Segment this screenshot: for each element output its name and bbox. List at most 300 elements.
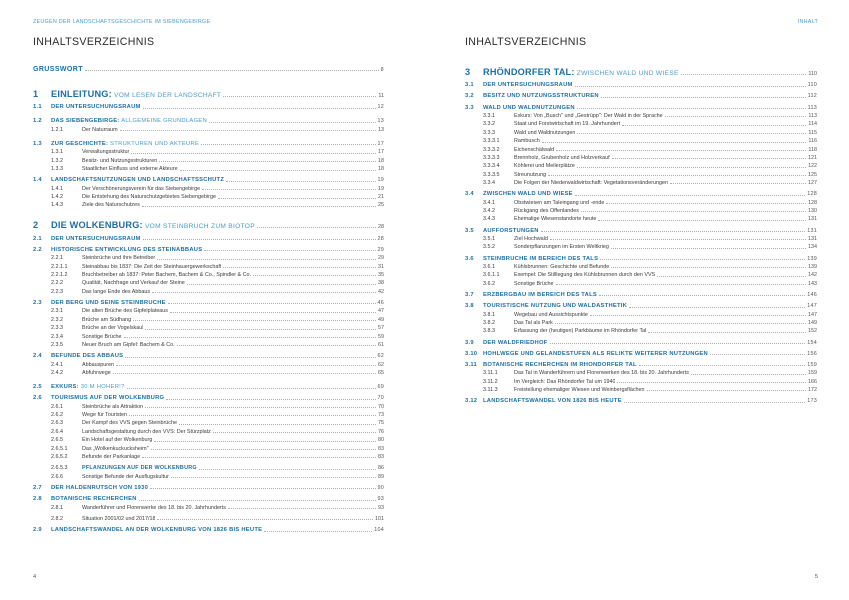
toc-entry-section[interactable] xyxy=(465,393,817,404)
toc-entry-title-main: Ziel Hochwald xyxy=(514,236,548,243)
toc-entry-page: 130 xyxy=(808,208,817,215)
toc-entry-title xyxy=(82,194,216,200)
toc-entry-subsection[interactable] xyxy=(33,331,384,339)
toc-entry-title xyxy=(82,370,111,376)
toc-entry-title-main: AUFFORSTUNGEN xyxy=(483,227,539,234)
toc-entry-title-main: Ehemalige Wiesenstandorte heute xyxy=(514,216,597,223)
toc-entry-title xyxy=(82,454,140,460)
dot-leader xyxy=(209,122,375,123)
toc-entry-title xyxy=(82,505,226,511)
toc-entry-page: 147 xyxy=(807,303,817,310)
toc-entry-subsection[interactable] xyxy=(465,326,817,334)
toc-entry-number: 3.4.2 xyxy=(483,208,495,215)
toc-entry-title-main: Wanderführer und Florenwerke des 18. bis 20. Jahrhunderts xyxy=(82,504,226,511)
dot-leader xyxy=(218,198,376,199)
toc-entry-title-main: Die Entstehung des Naturschutzgebietes Siebengebirge xyxy=(82,194,216,201)
toc-entry-section[interactable] xyxy=(465,99,817,110)
toc-entry-title xyxy=(51,89,221,99)
toc-entry-section[interactable] xyxy=(33,522,384,533)
toc-entry-title xyxy=(82,404,143,410)
toc-entry-subsection[interactable] xyxy=(33,164,384,172)
dot-leader xyxy=(180,170,376,171)
toc-entry-page: 93 xyxy=(378,504,384,511)
toc-entry-page: 93 xyxy=(377,496,384,503)
toc-entry-section[interactable] xyxy=(33,480,384,491)
toc-entry-section[interactable] xyxy=(33,113,384,124)
toc-entry-page: 13 xyxy=(378,126,384,133)
toc-entry-page: 73 xyxy=(378,412,384,419)
dot-leader xyxy=(157,519,373,520)
toc-entry-subsection[interactable] xyxy=(33,502,384,510)
dot-leader xyxy=(154,441,376,442)
toc-entry-title xyxy=(483,340,548,346)
toc-entry-number: 2.3.5 xyxy=(51,341,63,348)
toc-entry-number: 3.8.1 xyxy=(483,311,495,318)
toc-entry-number: 2.8.2 xyxy=(51,515,63,522)
toc-entry-title-main: GRUSSWORT xyxy=(33,66,83,73)
toc-entry-subsection[interactable] xyxy=(465,111,817,119)
toc-entry-title xyxy=(82,149,129,155)
toc-entry-page: 18 xyxy=(378,157,384,164)
toc-entry-title-main: Das „Wolkenkuckucksheim" xyxy=(82,445,149,452)
toc-entry-number: 3.3.3.4 xyxy=(483,163,500,170)
toc-entry-subsection[interactable] xyxy=(33,253,384,261)
toc-entry-page: 42 xyxy=(378,288,384,295)
toc-entry-title-main: RHÖNDORFER TAL: xyxy=(483,67,575,77)
toc-entry-title xyxy=(82,474,169,480)
toc-entry-number: 1 xyxy=(33,89,39,99)
toc-entry-title xyxy=(514,244,609,250)
toc-entry-section[interactable] xyxy=(465,346,817,357)
toc-entry-title-main: Rambusch xyxy=(514,138,540,145)
toc-entry-number: 3.9 xyxy=(465,339,474,346)
toc-entry-title-main: Exempel: Die Stilllegung des Kühlsbrunnen durch den VVS xyxy=(514,272,656,279)
toc-entry-title xyxy=(82,158,157,164)
toc-entry-section[interactable] xyxy=(465,334,817,345)
running-header-section: INHALT xyxy=(797,19,818,25)
toc-entry-section[interactable] xyxy=(33,348,384,359)
toc-entry-title-main: Staatlicher Einfluss und externe Akteure xyxy=(82,166,178,173)
toc-entry-title xyxy=(483,303,627,309)
toc-entry-number: 2.6 xyxy=(33,395,42,402)
toc-entry-subsection[interactable] xyxy=(33,286,384,294)
toc-entry-title xyxy=(483,292,597,298)
toc-entry-number: 3.11.3 xyxy=(483,387,498,394)
toc-entry-title xyxy=(82,446,149,452)
toc-entry-page: 89 xyxy=(378,473,384,480)
dot-leader xyxy=(85,70,379,71)
toc-entry-subsection[interactable] xyxy=(465,136,817,144)
dot-leader xyxy=(548,175,806,176)
toc-entry-title xyxy=(514,180,668,186)
toc-entry-page: 166 xyxy=(808,378,817,385)
toc-entry-number: 2.5 xyxy=(33,384,42,391)
toc-entry-title xyxy=(82,166,178,172)
toc-entry-number: 3.3.3.3 xyxy=(483,154,500,161)
toc-entry-number: 2.8 xyxy=(33,496,42,503)
dot-leader xyxy=(151,449,376,450)
toc-entry-page: 115 xyxy=(808,129,817,136)
dot-leader xyxy=(152,292,376,293)
toc-entry-subsection[interactable] xyxy=(33,410,384,418)
toc-entry-subsection[interactable] xyxy=(465,206,817,214)
toc-entry-page: 86 xyxy=(378,465,384,472)
toc-entry-subsection[interactable] xyxy=(465,169,817,177)
toc-entry-page: 159 xyxy=(807,361,817,368)
dot-leader xyxy=(556,284,806,285)
dot-leader xyxy=(142,457,376,458)
toc-entry-title-main: Qualität, Nachfrage und Verkauf der Steine xyxy=(82,280,185,287)
toc-entry-subsection[interactable] xyxy=(465,144,817,152)
dot-leader xyxy=(550,239,806,240)
toc-entry-title-main: LANDSCHAFTSNUTZUNGEN UND LANDSCHAFTSSCHUTZ xyxy=(51,177,225,184)
toc-entry-chapter[interactable] xyxy=(33,82,384,99)
toc-entry-title xyxy=(514,121,620,127)
toc-entry-subsection[interactable] xyxy=(33,200,384,208)
dot-leader xyxy=(142,206,376,207)
toc-entry-number: 3.6.2 xyxy=(483,280,495,287)
toc-entry-page: 143 xyxy=(808,280,817,287)
toc-entry-section[interactable] xyxy=(465,222,817,233)
dot-leader xyxy=(629,307,805,308)
toc-entry-page: 159 xyxy=(808,370,817,377)
toc-entry-subsection[interactable] xyxy=(33,443,384,451)
toc-entry-page: 127 xyxy=(808,180,817,187)
toc-entry-section[interactable] xyxy=(33,99,384,110)
toc-entry-title-main: DER BERG UND SEINE STEINBRÜCHE xyxy=(51,300,166,306)
toc-entry-number: 2.2.1.1 xyxy=(51,263,68,270)
toc-entry-number: 2 xyxy=(33,220,39,231)
toc-entry-subsection[interactable] xyxy=(465,119,817,127)
toc-entry-title-main: Verwaltungsstruktur xyxy=(82,149,130,156)
toc-entry-subsection[interactable] xyxy=(465,234,817,242)
toc-entry-title-sub: ZWISCHEN WALD UND WIESE xyxy=(574,70,679,77)
toc-entry-title xyxy=(483,82,573,88)
dot-leader xyxy=(187,284,376,285)
toc-entry-subsection[interactable] xyxy=(465,318,817,326)
toc-list xyxy=(33,60,384,533)
toc-entry-subsection[interactable] xyxy=(33,359,384,367)
toc-entry-title-main: Rückgang des Offenlandes xyxy=(514,208,579,215)
toc-entry-number: 3.11 xyxy=(465,361,477,368)
toc-entry-chapter[interactable] xyxy=(465,60,817,77)
dot-leader xyxy=(556,150,806,151)
dot-leader xyxy=(202,189,376,190)
toc-entry-page: 11 xyxy=(378,93,384,99)
toc-entry-section[interactable] xyxy=(465,250,817,261)
toc-entry-title-main: Sonderpflanzungen im Ersten Weltkrieg xyxy=(514,244,609,251)
toc-entry-page: 70 xyxy=(378,403,384,410)
toc-entry-title-sub: VOM STEINBRUCH ZUM BIOTOP xyxy=(142,223,255,231)
dot-leader xyxy=(657,276,806,277)
toc-entry-number: 3.3.3 xyxy=(483,129,495,136)
toc-entry-number: 2.6.1 xyxy=(51,403,63,410)
toc-entry-section[interactable] xyxy=(33,230,384,241)
toc-entry-page: 62 xyxy=(377,353,384,360)
dot-leader xyxy=(113,373,376,374)
toc-entry-page: 59 xyxy=(378,333,384,340)
dot-leader xyxy=(541,231,806,232)
toc-entry-section[interactable] xyxy=(465,357,817,368)
dot-leader xyxy=(143,239,376,240)
toc-entry-page: 19 xyxy=(378,185,384,192)
toc-entry-page: 38 xyxy=(378,280,384,287)
dot-leader xyxy=(581,211,806,212)
toc-entry-title-main: Ein Hotel auf der Wolkenburg xyxy=(82,437,153,444)
toc-entry-subsection[interactable] xyxy=(465,270,817,278)
toc-entry-title xyxy=(82,325,143,331)
toc-entry-section[interactable] xyxy=(33,295,384,306)
toc-entry-section[interactable] xyxy=(465,77,817,88)
dot-leader xyxy=(257,227,376,228)
toc-entry-title-main: BEFUNDE DES ABBAUS xyxy=(51,353,124,360)
toc-entry-subsection[interactable] xyxy=(33,514,384,522)
toc-entry-subsection[interactable] xyxy=(33,278,384,286)
toc-entry-page: 57 xyxy=(378,325,384,332)
toc-entry-number: 3.10 xyxy=(465,350,478,357)
toc-entry-title xyxy=(51,177,224,183)
toc-entry-subsection[interactable] xyxy=(33,306,384,314)
toc-entry-page: 154 xyxy=(807,339,817,346)
dot-leader xyxy=(647,390,806,391)
toc-entry-page: 146 xyxy=(807,291,817,298)
toc-entry-page: 17 xyxy=(377,140,384,147)
toc-entry-title xyxy=(51,485,148,491)
page-number: 4 xyxy=(33,574,37,580)
toc-entry-page: 65 xyxy=(378,369,384,376)
toc-entry-number: 1.3.1 xyxy=(51,149,63,156)
toc-entry-title xyxy=(514,130,575,136)
toc-entry-number: 2.6.5.1 xyxy=(51,445,68,452)
toc-entry-title-main: HOHLWEGE UND GELÄNDESTUFEN ALS RELIKTE WEITERER NUTZUNGEN xyxy=(483,350,708,357)
toc-entry-page: 131 xyxy=(808,236,817,243)
toc-entry-title-main: WALD UND WALDNUTZUNGEN xyxy=(483,104,575,111)
toc-entry-subsection[interactable] xyxy=(33,401,384,409)
toc-entry-title-main: Wald und Waldnutzungen xyxy=(514,129,576,136)
toc-entry-title xyxy=(483,362,637,368)
toc-entry-title xyxy=(514,147,554,153)
toc-entry-number: 3.8.3 xyxy=(483,328,495,335)
toc-entry-page: 122 xyxy=(808,163,817,170)
toc-entry-title xyxy=(82,272,251,278)
toc-entry-title-main: Bruchbetreiber ab 1837: Peter Bachem, Bachem & Co., Spindler & Co. xyxy=(82,272,251,279)
toc-entry-subsection[interactable] xyxy=(465,127,817,135)
dot-leader xyxy=(170,312,376,313)
toc-entry-subsection[interactable] xyxy=(33,471,384,479)
toc-entry-subsection[interactable] xyxy=(33,261,384,269)
toc-entry-page: 173 xyxy=(807,398,817,405)
toc-entry-page: 70 xyxy=(377,395,384,402)
toc-entry-section[interactable] xyxy=(33,242,384,253)
toc-entry-title-main: Brüche am Südhang xyxy=(82,316,132,323)
dot-leader xyxy=(179,424,376,425)
toc-entry-title-main: EXKURS: xyxy=(51,384,79,391)
toc-entry-page: 149 xyxy=(808,319,817,326)
toc-entry-number: 2.6.5.3 xyxy=(51,465,68,472)
toc-entry-title-main: Steinbrüche als Attraktion xyxy=(82,403,144,410)
toc-entry-number: 3.3.2 xyxy=(483,121,495,128)
toc-entry-title xyxy=(82,127,118,133)
toc-entry-page: 147 xyxy=(808,311,817,318)
toc-entry-number: 2.8.1 xyxy=(51,504,63,511)
toc-entry-number: 2.6.3 xyxy=(51,420,63,427)
toc-entry-title-main: Die alten Brüche des Gipfelplateaus xyxy=(82,308,169,315)
dot-leader xyxy=(598,220,806,221)
toc-entry-title-main: Situation 2001/02 und 2017/18 xyxy=(82,515,156,522)
toc-entry-subsection[interactable] xyxy=(465,368,817,376)
toc-entry-page: 21 xyxy=(378,194,384,201)
toc-entry-subsection[interactable] xyxy=(33,192,384,200)
toc-entry-subsection[interactable] xyxy=(33,124,384,132)
toc-entry-section[interactable] xyxy=(465,298,817,309)
toc-entry-subsection[interactable] xyxy=(33,314,384,322)
toc-entry-subsection[interactable] xyxy=(33,270,384,278)
toc-entry-section[interactable] xyxy=(33,136,384,147)
toc-entry-number: 3.3.1 xyxy=(483,112,495,119)
dot-leader xyxy=(204,250,375,251)
toc-entry-title-main: ZWISCHEN WALD UND WIESE xyxy=(483,191,573,198)
toc-entry-title-main: Brennholz, Grubenholz und Holzverkauf xyxy=(514,154,610,161)
toc-entry-number: 3.4.1 xyxy=(483,199,495,206)
toc-entry-title xyxy=(483,67,679,77)
toc-entry-title-main: Der Verschönerungsverein für das Siebengebirge xyxy=(82,185,201,192)
toc-entry-page: 61 xyxy=(378,341,384,348)
toc-entry-page: 152 xyxy=(808,328,817,335)
toc-entry-page: 80 xyxy=(378,437,384,444)
toc-entry-page: 62 xyxy=(378,361,384,368)
toc-entry-page: 12 xyxy=(377,104,384,111)
toc-entry-number: 3.3.4 xyxy=(483,180,495,187)
toc-entry-page: 139 xyxy=(807,255,817,262)
toc-entry-page: 118 xyxy=(808,146,817,153)
toc-title: INHALTSVERZEICHNIS xyxy=(465,36,587,48)
toc-entry-title xyxy=(51,236,141,242)
toc-entry-title xyxy=(82,437,152,443)
toc-entry-title xyxy=(82,202,140,208)
toc-entry-page: 114 xyxy=(808,121,817,128)
toc-entry-number: 1.4 xyxy=(33,177,42,184)
toc-entry-subsection[interactable] xyxy=(465,178,817,186)
toc-entry-title-main: DER UNTERSUCHUNGSRAUM xyxy=(51,235,141,242)
toc-entry-number: 3.3.3.1 xyxy=(483,138,500,145)
dot-leader xyxy=(228,508,376,509)
toc-entry-subsection[interactable] xyxy=(33,463,384,471)
dot-leader xyxy=(150,488,375,489)
toc-entry-title-main: Befunde der Parkanlage xyxy=(82,454,141,461)
toc-entry-subsection[interactable] xyxy=(465,153,817,161)
dot-leader xyxy=(129,415,376,416)
toc-entry-title-main: BOTANISCHE RECHERCHEN xyxy=(51,496,137,503)
toc-entry-title xyxy=(51,353,123,359)
toc-entry-title xyxy=(514,320,553,326)
toc-entry-number: 2.2.1.2 xyxy=(51,272,68,279)
toc-entry-section[interactable] xyxy=(465,287,817,298)
toc-entry-subsection[interactable] xyxy=(465,385,817,393)
toc-entry-title-main: Freistellung ehemaliger Wiesen und Weinbergsflächen xyxy=(514,387,645,394)
toc-entry-chapter[interactable] xyxy=(33,213,384,230)
toc-entry-number: 3.11.2 xyxy=(483,378,498,385)
toc-entry-section[interactable] xyxy=(465,88,817,99)
toc-entry-section[interactable] xyxy=(33,491,384,502)
dot-leader xyxy=(213,432,376,433)
toc-entry-title-main: Obstwiesen am Taleingang und -ende xyxy=(514,199,605,206)
toc-entry-title xyxy=(514,264,609,270)
toc-entry-page: 29 xyxy=(378,255,384,262)
toc-entry-subsection[interactable] xyxy=(465,161,817,169)
toc-entry-number: 2.2.2 xyxy=(51,280,63,287)
toc-entry-page: 25 xyxy=(378,202,384,209)
dot-leader xyxy=(116,365,376,366)
toc-entry-subsection[interactable] xyxy=(33,183,384,191)
toc-entry-subsection[interactable] xyxy=(465,197,817,205)
toc-entry-subsection[interactable] xyxy=(33,155,384,163)
toc-entry-section[interactable] xyxy=(465,186,817,197)
toc-entry-section[interactable] xyxy=(33,390,384,401)
toc-entry-subsection[interactable] xyxy=(465,309,817,317)
toc-entry-page: 35 xyxy=(378,272,384,279)
toc-entry-page: 49 xyxy=(378,316,384,323)
toc-entry-title-main: DER UNTERSUCHUNGSRAUM xyxy=(51,104,141,111)
toc-entry-title xyxy=(514,155,610,161)
toc-entry-subsection[interactable] xyxy=(33,323,384,331)
dot-leader xyxy=(143,108,376,109)
toc-entry-number: 2.6.6 xyxy=(51,473,63,480)
toc-entry-number: 3.6.1.1 xyxy=(483,272,500,279)
toc-entry-subsection[interactable] xyxy=(33,418,384,426)
dot-leader xyxy=(681,74,807,75)
toc-entry-subsection[interactable] xyxy=(33,426,384,434)
toc-entry-subsection[interactable] xyxy=(33,435,384,443)
toc-entry-number: 2.4.2 xyxy=(51,369,63,376)
toc-entry-subsection[interactable] xyxy=(465,376,817,384)
toc-entry-subsection[interactable] xyxy=(465,214,817,222)
toc-entry-page: 128 xyxy=(808,199,817,206)
page-number: 5 xyxy=(814,574,818,580)
toc-entry-page: 116 xyxy=(808,138,817,145)
toc-entry-title-main: TOURISTISCHE NUTZUNG UND WALDÄSTHETIK xyxy=(483,303,628,310)
toc-entry-subsection[interactable] xyxy=(33,147,384,155)
toc-entry-title-main: DER WALDFRIEDHOF xyxy=(483,339,548,346)
toc-entry-title-main: DER HALDENRUTSCH VON 1930 xyxy=(51,485,149,491)
toc-entry-title-main: Brüche an der Vogelskaul xyxy=(82,325,144,332)
toc-entry-subsection[interactable] xyxy=(465,262,817,270)
toc-entry-subsection[interactable] xyxy=(465,278,817,286)
toc-entry-foreword[interactable] xyxy=(33,60,384,73)
toc-entry-section[interactable] xyxy=(33,379,384,390)
left-page xyxy=(33,36,384,533)
toc-entry-subsection[interactable] xyxy=(33,452,384,460)
toc-entry-section[interactable] xyxy=(33,172,384,183)
toc-entry-title xyxy=(514,216,596,222)
dot-leader xyxy=(577,108,806,109)
toc-entry-subsection[interactable] xyxy=(33,368,384,376)
dot-leader xyxy=(590,315,806,316)
toc-entry-page: 112 xyxy=(807,93,817,100)
toc-entry-title xyxy=(82,317,131,323)
toc-entry-subsection[interactable] xyxy=(465,242,817,250)
toc-entry-title xyxy=(82,420,177,426)
toc-entry-number: 3.3.3.2 xyxy=(483,146,500,153)
toc-entry-page: 17 xyxy=(378,149,384,156)
toc-entry-number: 3.4.3 xyxy=(483,216,495,223)
toc-entry-page: 156 xyxy=(807,350,817,357)
toc-entry-number: 2.4.1 xyxy=(51,361,63,368)
toc-entry-subsection[interactable] xyxy=(33,340,384,348)
toc-entry-title xyxy=(82,516,155,522)
dot-leader xyxy=(542,142,807,143)
toc-entry-page: 110 xyxy=(807,82,817,89)
dot-leader xyxy=(166,399,375,400)
